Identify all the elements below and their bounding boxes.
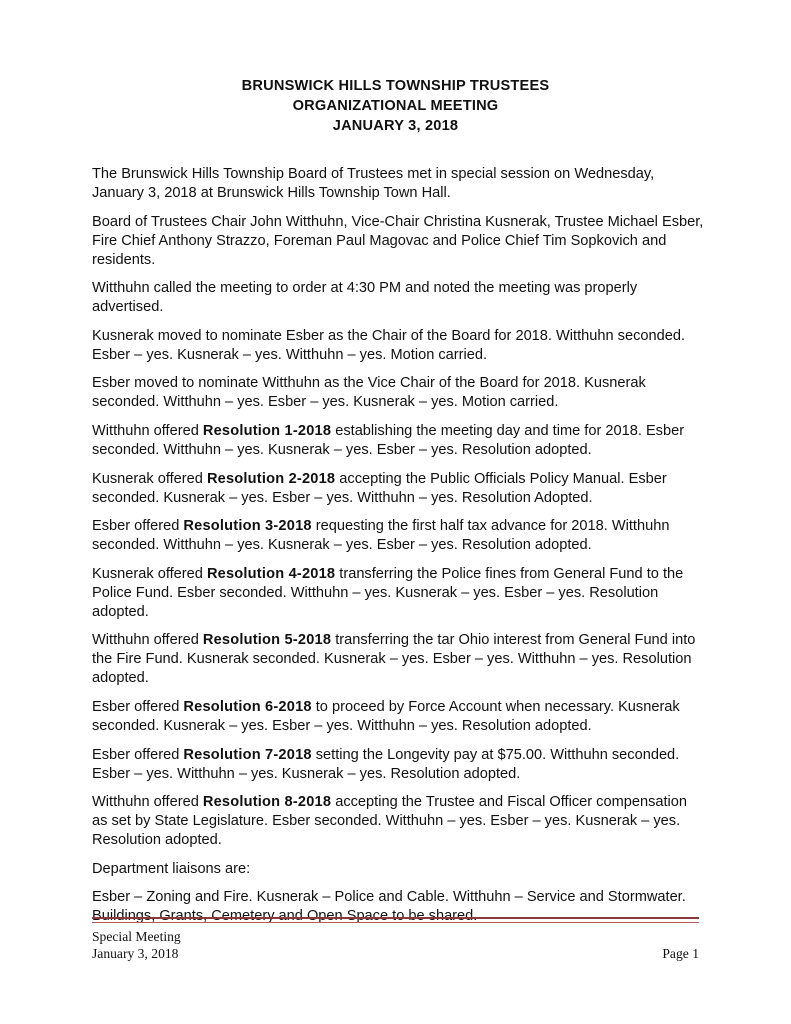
minutes-paragraph: The Brunswick Hills Township Board of Trustees met in special session on Wednesday, January 3, 2018 at Brunswick Hills Township Town Hall. — [92, 166, 655, 201]
resolution-paragraph: Witthuhn offered Resolution 5-2018 transferring the tar Ohio interest from General Fund into the Fire Fund. Kusnerak seconded. Kusnerak – yes. Esber – yes. Witthuhn – yes. Resolution adopted. — [92, 632, 696, 687]
resolution-paragraph: Esber offered Resolution 7-2018 setting the Longevity pay at $75.00. Witthuhn seconded. Esber – yes. Witthuhn – yes. Kusnerak – yes. Resolution adopted. — [92, 746, 680, 782]
footer-divider — [92, 917, 699, 919]
resolution-paragraph: Kusnerak offered Resolution 2-2018 accepting the Public Officials Policy Manual. Esber seconded. Kusnerak – yes. Esber – yes. Witthuhn – yes. Resolution Adopted. — [92, 470, 667, 506]
footer-date: January 3, 2018 — [92, 946, 179, 961]
title-line-meeting: ORGANIZATIONAL MEETING — [292, 98, 499, 114]
footer-divider-thin — [92, 922, 699, 923]
page-number: Page 1 — [662, 946, 699, 961]
page-footer — [92, 928, 699, 962]
minutes-paragraph: Esber moved to nominate Witthuhn as the Vice Chair of the Board for 2018. Kusnerak seconded. Witthuhn – yes. Esber – yes. Kusnerak – yes. Motion carried. — [92, 375, 646, 411]
resolution-number: Resolution 1-2018 — [202, 422, 332, 439]
minutes-paragraph: Esber – Zoning and Fire. Kusnerak – Police and Cable. Witthuhn – Service and Stormwater. — [92, 889, 686, 906]
resolution-paragraph: Esber offered Resolution 3-2018 requesting the first half tax advance for 2018. Witthuhn seconded. Witthuhn – yes. Kusnerak – yes. Esber – yes. Resolution adopted. — [92, 518, 670, 554]
minutes-paragraph: Board of Trustees Chair John Witthuhn, Vice-Chair Christina Kusnerak, Trustee Michael Esber, Fire Chief Anthony Strazzo, Foreman Paul Magovac and Police Chief Tim Sopkovich and residents. — [92, 213, 704, 268]
resolution-number: Resolution 3-2018 — [183, 518, 312, 535]
resolution-paragraph: Witthuhn offered Resolution 1-2018 establishing the meeting day and time for 2018. Esber seconded. Witthuhn – yes. Kusnerak – yes. Esber – yes. Resolution adopted. — [92, 422, 685, 458]
resolution-number: Resolution 5-2018 — [202, 632, 332, 649]
minutes-paragraph: Witthuhn called the meeting to order at 4:30 PM and noted the meeting was properly advertised. — [92, 280, 638, 316]
resolution-number: Resolution 8-2018 — [202, 794, 332, 811]
document-title — [0, 76, 791, 136]
minutes-paragraph: Department liaisons are: — [92, 860, 251, 877]
resolution-number: Resolution 2-2018 — [206, 470, 336, 487]
resolution-paragraph: Kusnerak offered Resolution 4-2018 transferring the Police fines from General Fund to the Police Fund. Esber seconded. Witthuhn – yes. Kusnerak – yes. Esber – yes. Resolution adopted. — [92, 565, 684, 620]
minutes-paragraph: Kusnerak moved to nominate Esber as the Chair of the Board for 2018. Witthuhn seconded. Esber – yes. Kusnerak – yes. Witthuhn – yes. Motion carried. — [92, 327, 686, 363]
title-line-organization: BRUNSWICK HILLS TOWNSHIP TRUSTEES — [241, 78, 550, 94]
resolution-number: Resolution 6-2018 — [183, 698, 312, 715]
resolution-paragraph: Witthuhn offered Resolution 8-2018 accepting the Trustee and Fiscal Officer compensation as set by State Legislature. Esber seconded. Witthuhn – yes. Esber – yes. Kusnerak – yes. Resolution adopted. — [92, 794, 688, 849]
minutes-body — [92, 165, 704, 936]
resolution-number: Resolution 7-2018 — [183, 746, 312, 763]
resolution-number: Resolution 4-2018 — [206, 565, 336, 582]
title-line-date: JANUARY 3, 2018 — [332, 118, 459, 134]
resolution-paragraph: Esber offered Resolution 6-2018 to proceed by Force Account when necessary. Kusnerak seconded. Kusnerak – yes. Esber – yes. Witthuhn – yes. Resolution adopted. — [92, 698, 680, 734]
footer-meeting-type: Special Meeting — [92, 929, 181, 944]
